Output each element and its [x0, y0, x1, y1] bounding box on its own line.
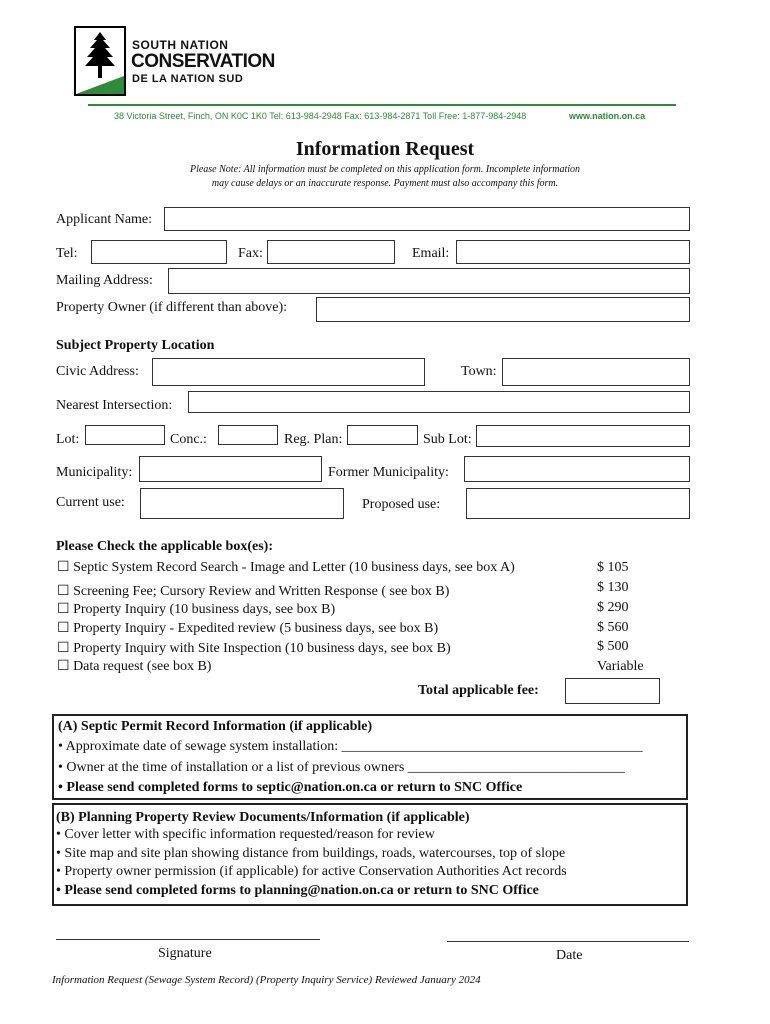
header-rule — [88, 104, 676, 106]
check-item-label: Property Inquiry - Expedited review (5 business days, see box B) — [73, 621, 439, 636]
mailing-address-field[interactable] — [168, 268, 690, 294]
checkbox-icon[interactable]: ☐ — [57, 621, 70, 636]
email-label: Email: — [412, 246, 450, 261]
sub-lot-field[interactable] — [476, 425, 690, 447]
total-fee-label: Total applicable fee: — [418, 683, 539, 698]
nearest-intersection-label: Nearest Intersection: — [56, 398, 173, 413]
website-link[interactable]: www.nation.on.ca — [569, 111, 646, 121]
subject-property-heading: Subject Property Location — [56, 338, 215, 353]
email-field[interactable] — [456, 240, 690, 264]
fee-site-inspection: $ 500 — [597, 639, 629, 654]
civic-address-label: Civic Address: — [56, 364, 139, 379]
checkbox-icon[interactable]: ☐ — [57, 659, 70, 674]
reg-plan-label: Reg. Plan: — [284, 432, 343, 447]
tel-field[interactable] — [91, 240, 227, 264]
applicant-name-label: Applicant Name: — [56, 212, 153, 227]
proposed-use-label: Proposed use: — [362, 497, 441, 512]
tel-label: Tel: — [56, 246, 78, 261]
fee-expedited: $ 560 — [597, 620, 629, 635]
conc-field[interactable] — [218, 425, 278, 445]
box-b-line1: • Cover letter with specific information requested/reason for review — [56, 827, 435, 842]
reg-plan-field[interactable] — [347, 425, 418, 445]
check-item-data-request[interactable] — [57, 658, 211, 675]
check-item-property-inquiry[interactable] — [57, 601, 335, 618]
municipality-label: Municipality: — [56, 465, 133, 480]
check-item-label: Septic System Record Search - Image and Letter (10 business days, see box A) — [73, 560, 515, 575]
check-item-site-inspection[interactable] — [57, 640, 451, 657]
current-use-label: Current use: — [56, 495, 125, 510]
check-item-label: Data request (see box B) — [73, 659, 212, 674]
applicant-name-field[interactable] — [164, 207, 690, 231]
box-a-title: (A) Septic Permit Record Information (if applicable) — [58, 719, 373, 734]
org-name-line1: SOUTH NATION — [132, 38, 229, 52]
box-b-line3: • Property owner permission (if applicable) for active Conservation Authorities Act records — [56, 864, 567, 879]
total-fee-field[interactable] — [565, 678, 660, 704]
tree-logo-icon — [74, 26, 126, 96]
date-line[interactable] — [447, 941, 689, 942]
box-b-title: (B) Planning Property Review Documents/Information (if applicable) — [56, 810, 470, 825]
note-line2: may cause delays or an inaccurate response. Payment must also accompany this form. — [211, 178, 559, 189]
box-a-line2: • Owner at the time of installation or a list of previous owners _______________________________ — [58, 760, 625, 775]
logo — [74, 26, 126, 96]
org-name-line3: DE LA NATION SUD — [132, 73, 244, 85]
checkbox-icon[interactable]: ☐ — [57, 602, 70, 617]
signature-label: Signature — [158, 946, 212, 961]
checks-heading: Please Check the applicable box(es): — [56, 539, 273, 554]
former-municipality-field[interactable] — [464, 456, 690, 482]
fax-field[interactable] — [267, 240, 395, 264]
municipality-field[interactable] — [139, 456, 322, 482]
sub-lot-label: Sub Lot: — [423, 432, 472, 447]
page-title: Information Request — [295, 138, 475, 160]
lot-field[interactable] — [85, 425, 165, 445]
check-item-label: Screening Fee; Cursory Review and Written Response ( see box B) — [73, 584, 450, 599]
mailing-address-label: Mailing Address: — [56, 273, 153, 288]
fee-property-inquiry: $ 290 — [597, 600, 629, 615]
town-label: Town: — [461, 364, 497, 379]
conc-label: Conc.: — [170, 432, 207, 447]
proposed-use-field[interactable] — [466, 488, 690, 519]
property-owner-field[interactable] — [316, 297, 690, 322]
fee-septic: $ 105 — [597, 560, 629, 575]
checkbox-icon[interactable]: ☐ — [57, 641, 70, 656]
check-item-label: Property Inquiry with Site Inspection (10 business days, see box B) — [73, 641, 451, 656]
box-a-line3: • Please send completed forms to septic@nation.on.ca or return to SNC Office — [58, 780, 523, 795]
box-b-line4: • Please send completed forms to planning@nation.on.ca or return to SNC Office — [56, 883, 539, 898]
check-item-expedited[interactable] — [57, 620, 438, 637]
check-item-label: Property Inquiry (10 business days, see box B) — [73, 602, 336, 617]
box-b-line2: • Site map and site plan showing distance from buildings, roads, watercourses, top of slope — [56, 846, 566, 861]
former-municipality-label: Former Municipality: — [328, 465, 449, 480]
current-use-field[interactable] — [140, 488, 344, 519]
nearest-intersection-field[interactable] — [188, 391, 690, 413]
note-line1: Please Note: All information must be completed on this application form. Incomplete information — [189, 164, 581, 175]
date-label: Date — [556, 948, 583, 963]
checkbox-icon[interactable]: ☐ — [57, 584, 70, 599]
signature-line[interactable] — [56, 939, 320, 940]
fee-screening: $ 130 — [597, 580, 629, 595]
fax-label: Fax: — [238, 246, 263, 261]
town-field[interactable] — [502, 358, 690, 386]
contact-line: 38 Victoria Street, Finch, ON K0C 1K0 Tel: 613-984-2948 Fax: 613-984-2871 Toll Free: 1-877-984-2948 — [114, 111, 527, 121]
check-item-screening[interactable] — [57, 583, 449, 600]
civic-address-field[interactable] — [152, 358, 425, 386]
org-name-line2: CONSERVATION — [131, 51, 275, 72]
lot-label: Lot: — [56, 432, 80, 447]
property-owner-label: Property Owner (if different than above): — [56, 300, 288, 315]
box-a-line1: • Approximate date of sewage system installation: ___________________________________________ — [58, 739, 643, 754]
checkbox-icon[interactable]: ☐ — [57, 560, 70, 575]
revision-note: Information Request (Sewage System Record) (Property Inquiry Service) Reviewed January 2024 — [52, 974, 481, 986]
fee-data-request: Variable — [597, 659, 644, 674]
check-item-septic[interactable] — [57, 559, 515, 576]
